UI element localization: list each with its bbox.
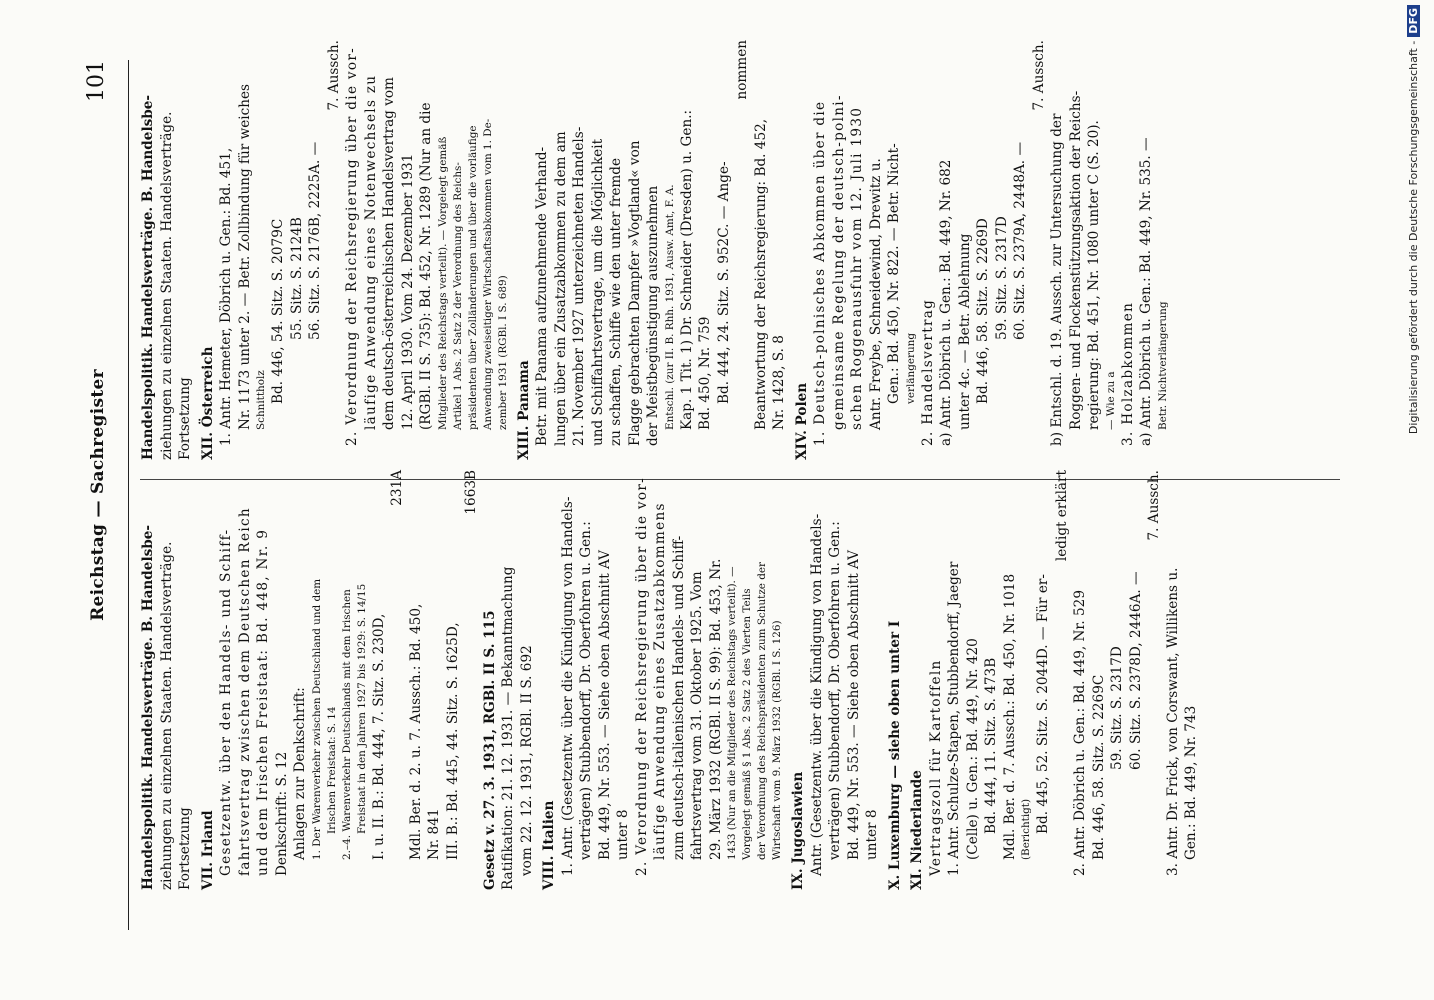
entry-line: und dem Irischen Freistaat: Bd. 448, Nr. 9: [255, 528, 271, 876]
entry-line: III. B.: Bd. 445, 44. Sitz. S. 1625D,: [444, 622, 461, 860]
entry-line: Denkschrift: S. 12: [273, 751, 290, 876]
entry-line: 2.–4. Warenverkehr Deutschlands mit dem Irischen: [340, 589, 353, 860]
section-polen: XIV. Polen: [793, 382, 810, 460]
page-number: 101: [84, 60, 109, 102]
entry-line: unter 8: [615, 809, 631, 860]
entry-line: 60. Sitz. S. 2378D, 2446A. —: [1127, 571, 1144, 770]
entry-line: zember 1931 (RGBl. I S. 689): [496, 275, 509, 430]
entry-line: Kap. 1 Tit. 1) Dr. Schneider (Dresden) u. Gen.:: [678, 109, 695, 430]
entry-line: (RGBl. II S. 735): Bd. 452, Nr. 1289 (Nur an die: [418, 102, 434, 430]
entry-line: Mdl. Ber. d. 7. Aussch.: Bd. 450, Nr. 1018: [1001, 573, 1018, 860]
entry-line: Antr. (Gesetzentw. über die Kündigung von Handels-: [808, 513, 825, 876]
entry-line: Bd. 450, Nr. 759: [697, 316, 713, 430]
right-heading-continued: ziehungen zu einzelnen Staaten. Handelsverträge.: [158, 111, 175, 460]
entry-line: Nr. 841: [426, 808, 442, 860]
section-panama: XIII. Panama: [515, 360, 532, 460]
entry-line: 1. Der Warenverkehr zwischen Deutschland und dem: [310, 578, 323, 860]
entry-line: Wirtschaft vom 9. März 1932 (RGBl. I S. 126): [771, 620, 783, 860]
entry-line: Gesetz v. 27. 3. 1931, RGBl. II S. 115: [481, 610, 498, 890]
entry-line: vom 22. 12. 1931, RGBl. II S. 692: [518, 645, 535, 876]
entry-line: Bd. 445, 52. Sitz. S. 2044D. — Für er-: [1035, 574, 1051, 834]
entry-line: gemeinsame Regelung der deutsch-polni-: [830, 94, 847, 430]
entry-line: Bd. 446, 58. Sitz. S. 2269C: [1090, 674, 1107, 860]
entry-line: Roggen- und Flockenstützungsaktion der Reichs-: [1067, 90, 1084, 430]
section-oesterreich: XII. Österreich: [199, 346, 216, 460]
entry-line: (Celle) u. Gen.: Bd. 449, Nr. 420: [964, 638, 981, 860]
entry-line: Nr. 1428, S. 8: [771, 335, 787, 430]
entry-line: 2. Handelsvertrag: [919, 298, 936, 446]
entry-line: ledigt erklärt: [1053, 470, 1070, 562]
entry-line: a) Antr. Döbrich u. Gen.: Bd. 449, Nr. 535. —: [1138, 137, 1154, 446]
entry-line: Flagge gebrachten Dampfer »Vogtland« von: [626, 140, 643, 446]
entry-line: Bd. 446, 54. Sitz. S. 2079C: [270, 218, 286, 404]
entry-line: Gesetzentw. über den Handels- und Schiff-: [218, 528, 234, 876]
entry-line: 1. Antr. (Gesetzentw. über die Kündigung von Handels-: [559, 496, 576, 876]
entry-line: 56. Sitz. S. 2176B, 2225A. —: [307, 141, 323, 340]
entry-line: unter 4c. — Betr. Ablehnung: [956, 233, 973, 430]
entry-line: Artikel 1 Abs. 2 Satz 2 der Verordnung des Reichs-: [451, 162, 464, 430]
credit-text: Digitalisierung gefördert durch die Deutsche Forschungsgemeinschaft -: [1407, 40, 1420, 435]
entry-line: Nr. 1173 unter 2. — Betr. Zollbindung für weiches: [236, 83, 253, 430]
entry-line: regierung: Bd. 451, Nr. 1080 unter C (S. 20).: [1086, 120, 1102, 430]
entry-line: 2. Antr. Döbrich u. Gen.: Bd. 449, Nr. 529: [1072, 590, 1088, 876]
entry-line: Bd. 446, 58. Sitz. S. 2269D: [975, 218, 991, 404]
entry-line: fahrtsvertrag vom 31. Oktober 1925. Vom: [689, 571, 705, 860]
entry-line: 2. Verordnung der Reichsregierung über die vor-: [633, 476, 650, 876]
entry-line: 12. April 1930. Vom 24. Dezember 1931: [399, 153, 416, 430]
entry-line: Gen.: Bd. 450, Nr. 822. — Betr. Nicht-: [886, 143, 902, 404]
entry-line: Anlagen zur Denkschrift:: [292, 687, 308, 860]
entry-line: 59. Sitz. S. 2317D: [993, 216, 1010, 340]
digitization-credit: [1395, 5, 1434, 995]
entry-line: (Berichtigt): [1020, 798, 1032, 860]
entry-line: zu schaffen, Schiffe wie den unter fremde: [608, 157, 624, 446]
section-niederlande: XI. Niederlande: [909, 770, 925, 890]
entry-line: der Meistbegünstigung auszunehmen: [645, 185, 661, 446]
entry-line: — Wie zu a: [1104, 371, 1117, 430]
section-jugoslawien: IX. Jugoslawien: [790, 771, 806, 890]
entry-line: Freistaat in den Jahren 1927 bis 1929: S. 14/15: [355, 583, 368, 834]
right-section-heading: Handelspolitik. Handelsverträge. B. Handelsbe-: [140, 94, 156, 460]
credit-text-wrap: [1407, 5, 1427, 995]
entry-line: 2. Verordnung der Reichsregierung über die vor-: [344, 46, 360, 446]
entry-line: nommen: [734, 40, 750, 100]
entry-line: 29. März 1932 (RGBl. II S. 99): Bd. 453, Nr.: [707, 558, 724, 860]
entry-line: Vertragszoll für Kartoffeln: [927, 659, 944, 876]
entry-line: 1433 (Nur an die Mitglieder des Reichstags verteilt). —: [726, 566, 738, 860]
entry-line: Entschl. (zur II. B. Rhh. 1931, Ausw. Amt, F. A.: [663, 184, 676, 430]
entry-line: 55. Sitz. S. 2124B: [288, 217, 305, 340]
entry-line: 1. Antr. Schulze-Stapen, Stubbendorff, Jaeger: [946, 561, 962, 876]
entry-line: dem deutsch-österreichischen Handelsvertrag vom: [381, 77, 397, 430]
entry-line: Mitglieder des Reichstags verteilt). — Vorgelegt gemäß: [436, 136, 449, 430]
dfg-logo: DFG: [1407, 5, 1420, 37]
entry-line: 231A: [389, 470, 405, 506]
entry-line: Anwendung zweiseitiger Wirtschaftsabkommen vom 1. De-: [481, 118, 494, 430]
section-italien: VIII. Italien: [541, 800, 557, 890]
entry-line: schen Roggenausfuhr vom 12. Juli 1930: [849, 106, 865, 430]
entry-line: 1. Antr. Hemeter, Döbrich u. Gen.: Bd. 451,: [218, 147, 234, 446]
entry-line: 7. Aussch.: [325, 40, 342, 111]
entry-line: fahrtsvertrag zwischen dem Deutschen Reich: [236, 507, 253, 876]
entry-line: Bd. 444, 24. Sitz. S. 952C. — Ange-: [715, 161, 732, 404]
entry-line: 7. Aussch.: [1146, 470, 1162, 541]
entry-line: Beantwortung der Reichsregierung: Bd. 452,: [752, 118, 769, 430]
page-header: [70, 60, 130, 930]
entry-line: Betr. Nichtverlängerung: [1156, 301, 1169, 430]
entry-line: 7. Aussch.: [1030, 40, 1047, 111]
entry-line: Mdl. Ber. d. 2. u. 7. Aussch.: Bd. 450,: [407, 603, 424, 860]
entry-line: läufige Anwendung eines Notenwechsels zu: [362, 74, 379, 430]
left-heading-continued: ziehungen zu einzelnen Staaten. Handelsverträge.: [158, 541, 175, 890]
header-rule: [128, 60, 129, 930]
entry-line: verträgen) Stubbendorff, Dr. Oberfohren u. Gen.:: [827, 521, 843, 860]
entry-line: 1663B: [463, 470, 479, 515]
right-heading-fortsetzung: Fortsetzung: [177, 377, 193, 460]
entry-line: a) Antr. Döbrich u. Gen.: Bd. 449, Nr. 682: [938, 159, 954, 446]
entry-line: Gen.: Bd. 449, Nr. 743: [1183, 705, 1199, 860]
entry-line: Irischen Freistaat: S. 14: [325, 706, 338, 834]
entry-line: Antr. Freybe, Schneidewind, Drewitz u.: [867, 158, 884, 430]
entry-line: lungen über ein Zusatzabkommen zu dem am: [552, 131, 569, 446]
left-column: [140, 470, 1202, 890]
entry-line: Bd. 449, Nr. 553. — Siehe oben Abschnitt AV: [845, 550, 862, 860]
entry-line: unter 8: [864, 809, 880, 860]
entry-line: 3. Holzabkommen: [1119, 301, 1136, 446]
entry-line: zum deutsch-italienischen Handels- und Schiff-: [670, 535, 687, 860]
entry-line: präsidenten über Zolländerungen und über die vorläufige: [466, 125, 479, 430]
section-irland: VII. Irland: [199, 810, 216, 890]
running-head: Reichstag — Sachregister: [88, 369, 108, 621]
entry-line: Bd. 444, 11. Sitz. S. 473B: [983, 657, 999, 834]
entry-line: 59. Sitz. S. 2317D: [1109, 646, 1125, 770]
entry-line: läufige Anwendung eines Zusatzabkommens: [652, 502, 668, 860]
entry-line: Betr. mit Panama aufzunehmende Verhand-: [534, 146, 550, 446]
entry-line: verträgen) Stubbendorff, Dr. Oberfohren u. Gen.:: [578, 521, 594, 860]
right-column: [140, 40, 1172, 460]
entry-line: b) Entschl. d. 19. Aussch. zur Untersuchung der: [1049, 113, 1065, 446]
entry-line: I. u. II. B.: Bd. 444, 7. Sitz. S. 230D,: [370, 613, 387, 860]
entry-line: Ratifikation: 21. 12. 1931. — Bekanntmachung: [500, 566, 516, 890]
entry-line: 21. November 1927 unterzeichneten Handels-: [571, 126, 587, 446]
entry-line: 1. Deutsch-polnisches Abkommen über die: [812, 100, 828, 446]
entry-line: und Schiffahrtsvertrage, um die Möglichkeit: [589, 138, 606, 446]
entry-line: Schnittholz: [255, 370, 267, 430]
left-section-heading: Handelspolitik. Handelsverträge. B. Handelsbe-: [140, 524, 156, 890]
section-luxemburg: X. Luxemburg — siehe oben unter I: [886, 620, 903, 890]
entry-line: Vorgelegt gemäß § 1 Abs. 2 Satz 2 des Vierten Teils: [741, 588, 753, 860]
entry-line: 60. Sitz. S. 2379A, 2448A. —: [1012, 141, 1028, 340]
entry-line: verlängerung: [904, 333, 917, 404]
entry-line: der Verordnung des Reichspräsidenten zum Schutze der: [756, 561, 768, 860]
entry-line: Bd. 449, Nr. 553. — Siehe oben Abschnitt AV: [596, 550, 613, 860]
entry-line: 3. Antr. Dr. Frick, von Corswant, Willikens u.: [1164, 567, 1181, 876]
left-heading-fortsetzung: Fortsetzung: [177, 807, 193, 890]
